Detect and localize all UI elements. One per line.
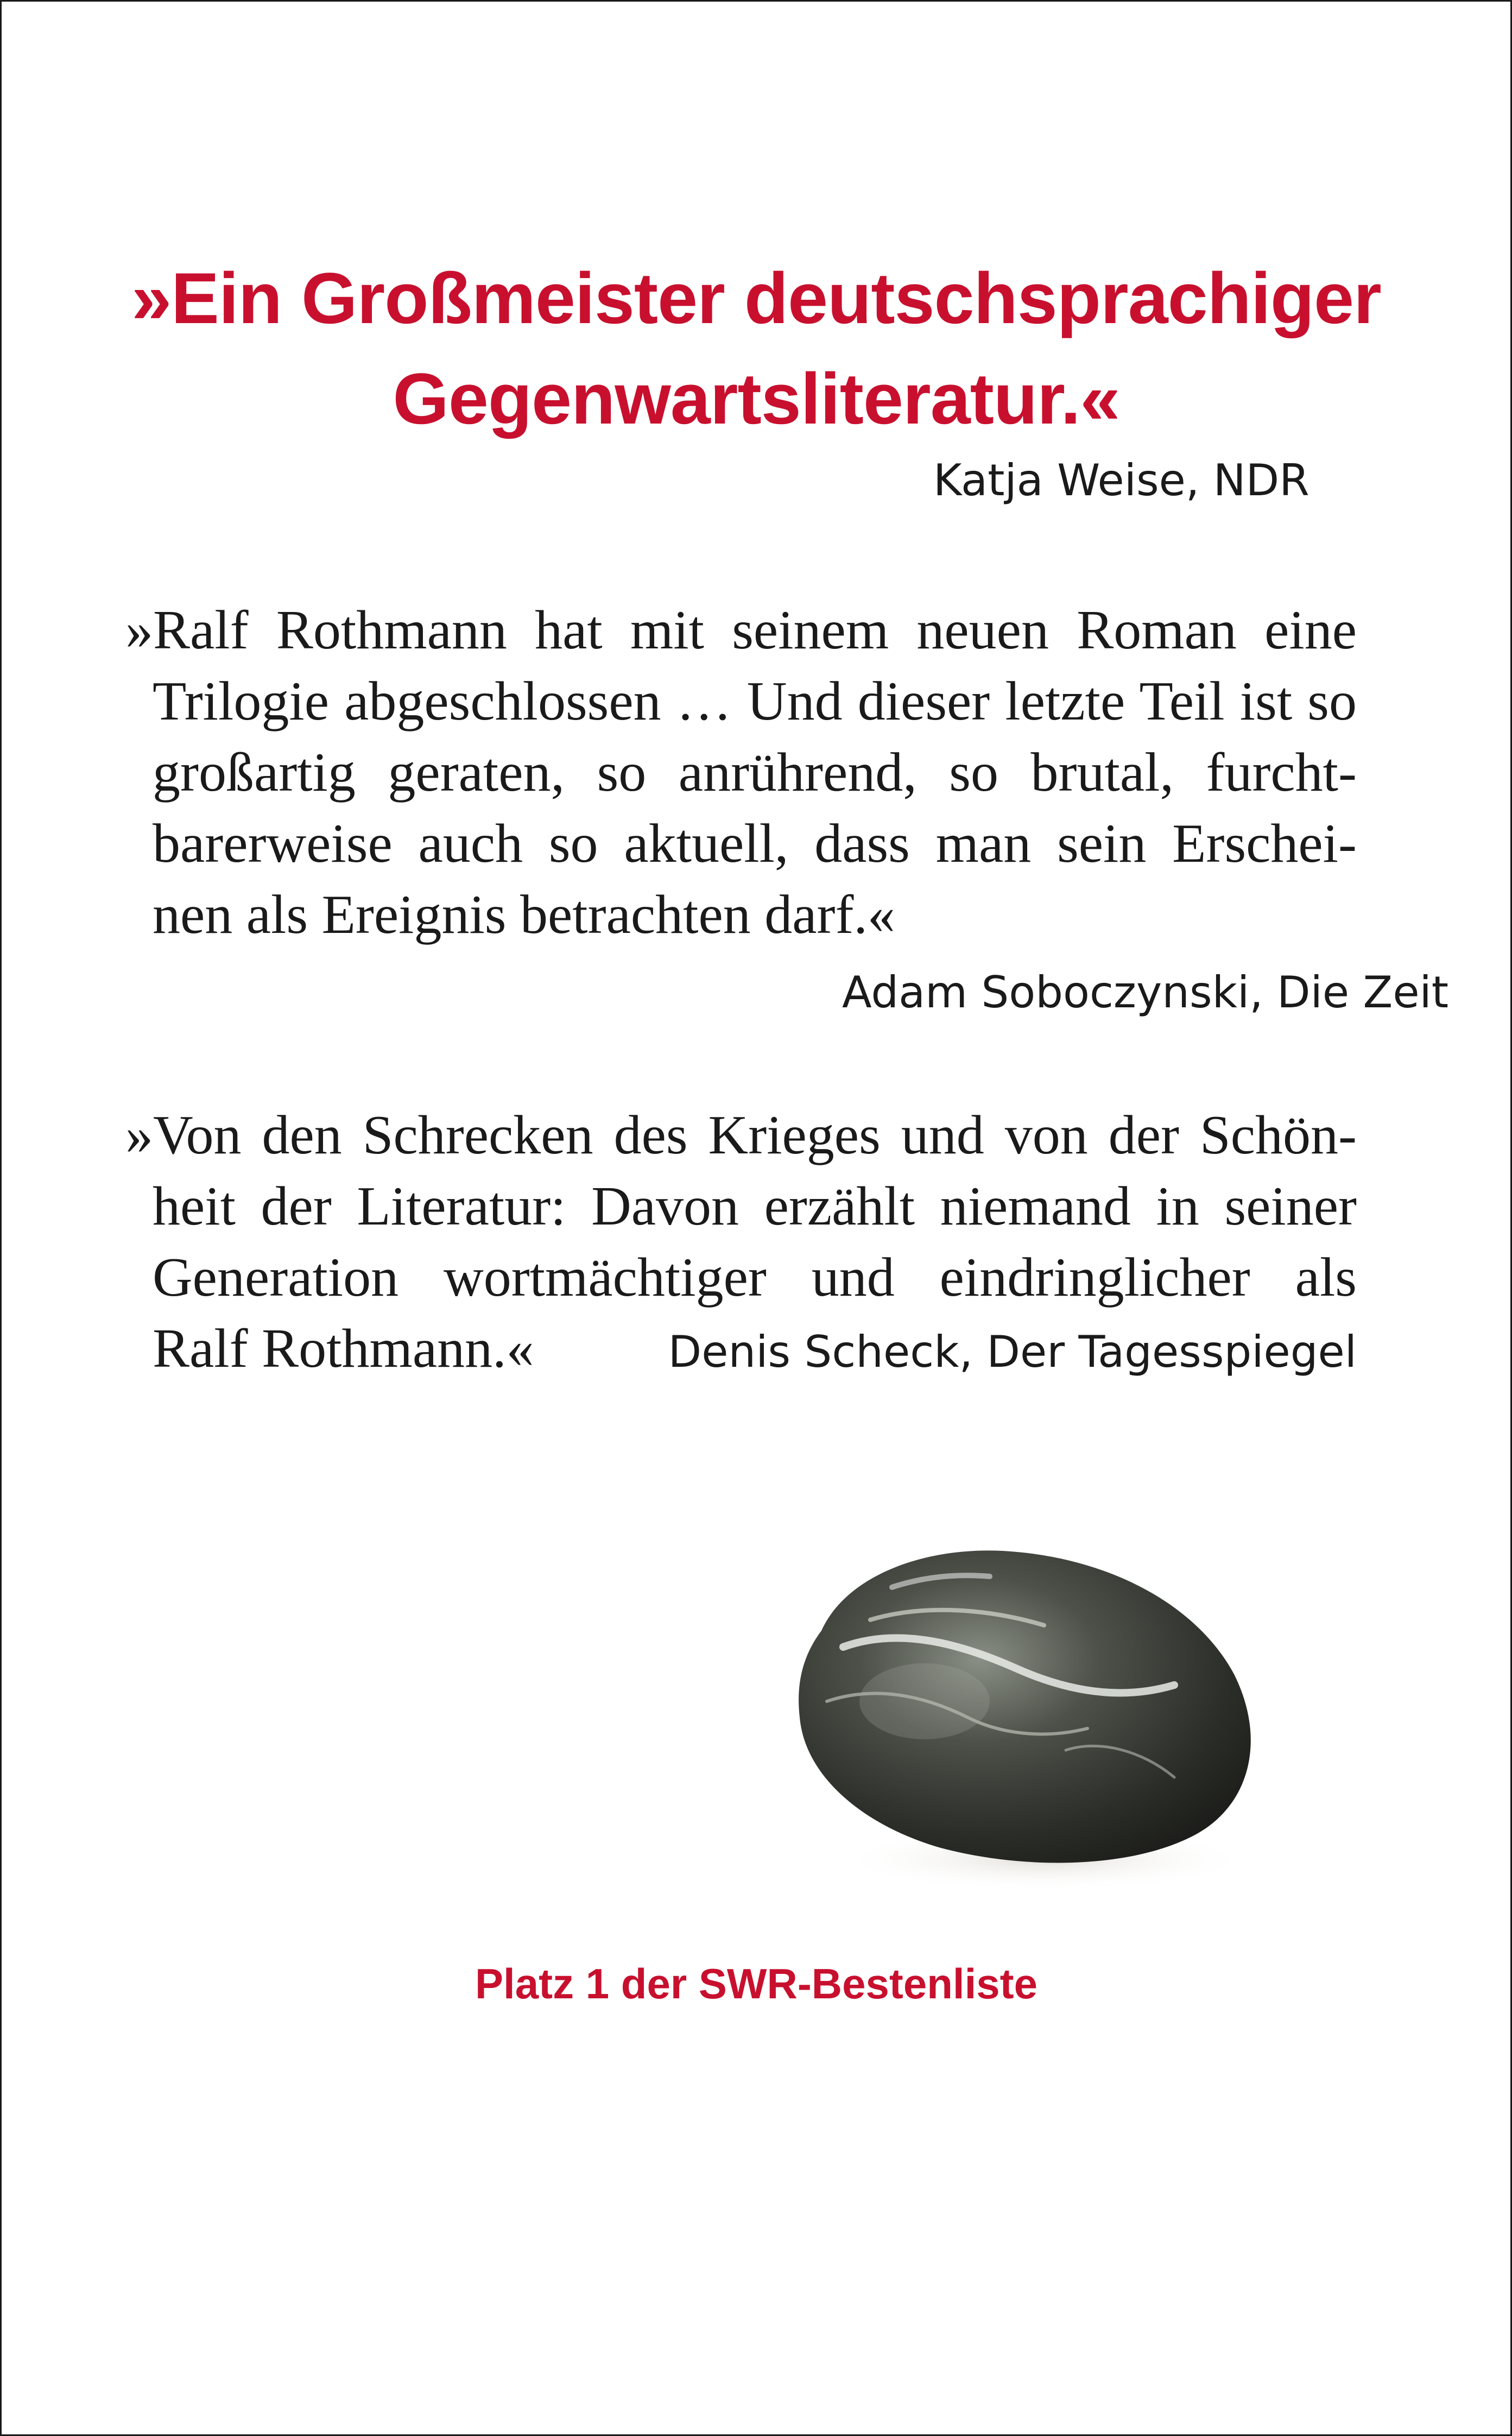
headline-quote	[110, 249, 1402, 450]
quote-2-line: »Von den Schrecken des Krieges und von der Schön-	[125, 1105, 1357, 1166]
quote-2-last-row	[125, 1313, 1357, 1387]
quote-1-source: Adam Soboczynski, Die Zeit	[842, 967, 1449, 1018]
bestseller-note: Platz 1 der SWR-Bestenliste	[475, 1960, 1037, 2008]
quote-2-line: Ralf Rothmann.«	[153, 1318, 534, 1379]
quote-1-line: »Ralf Rothmann hat mit seinem neuen Roman eine	[125, 599, 1357, 661]
review-quote-2	[125, 1100, 1357, 1387]
headline-source: Katja Weise, NDR	[933, 455, 1309, 506]
review-quote-1	[125, 595, 1357, 950]
quote-1-line: barerweise auch so aktuell, dass man sein Erschei-	[153, 813, 1357, 874]
quote-2-source: Denis Scheck, Der Tagesspiegel	[668, 1327, 1357, 1377]
quote-1-line: Trilogie abgeschlossen … Und dieser letzte Teil ist so	[153, 671, 1357, 732]
quote-2-line: heit der Literatur: Davon erzählt niemand in seiner	[153, 1176, 1357, 1237]
quote-1-line: großartig geraten, so anrührend, so brutal, furcht-	[153, 742, 1357, 803]
quote-1-line: nen als Ereignis betrachten darf.«	[153, 884, 895, 945]
stone-icon	[762, 1522, 1294, 1902]
quote-2-line: Generation wortmächtiger und eindringlicher als	[153, 1247, 1357, 1308]
headline-line-1: »Ein Großmeister deutschsprachiger	[131, 258, 1381, 339]
headline-line-2: Gegenwartsliteratur.«	[393, 359, 1120, 439]
